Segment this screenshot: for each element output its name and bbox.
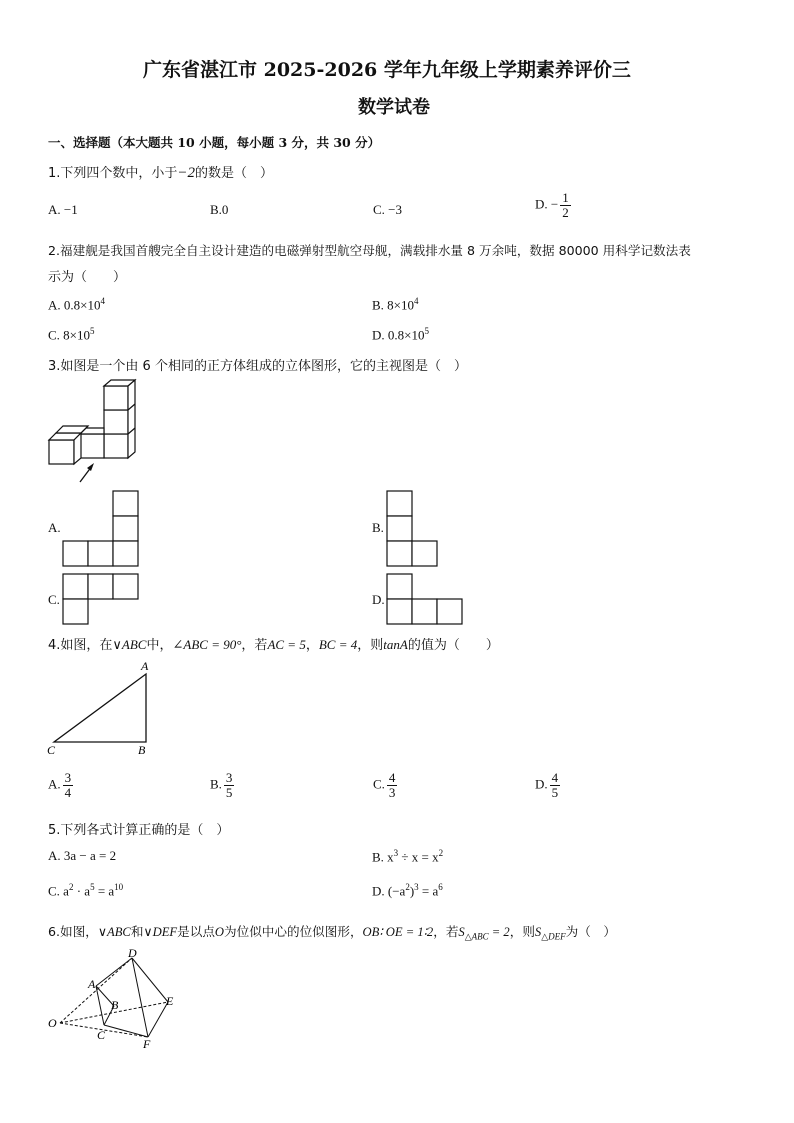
q4-option-c[interactable]: C. $\frac{4}{3}$ [373,770,396,800]
q2-option-b[interactable]: B. $8\times 10^4$ [372,296,419,313]
q4-option-d[interactable]: D. $\frac{4}{5}$ [535,770,559,800]
q5-option-a[interactable]: A. 3a − a = 2 [48,848,117,863]
q6-homothety-figure [44,948,194,1053]
question-4-stem: 4.如图，在∨ABC中，∠ABC = 90°，若AC = 5，BC = 4，则tanA的值为（ ） [48,637,499,653]
q1-option-c[interactable]: C. −3 [373,202,403,217]
question-6-stem: 6.如图，∨ABC和∨DEF是以点O为位似中心的位似图形，OB∶ OE = 1∶2，若$S_{\triangle ABC} = 2$，则$S_{\triangle DEF}$为（ ） [48,924,616,942]
q3-option-d-figure[interactable] [386,573,464,627]
page-subtitle: 数学试卷 [358,97,430,118]
q3-option-a-figure[interactable] [62,490,140,568]
q1-stem-b: 的数是（ ） [195,166,274,181]
q2-option-d[interactable]: D. $0.8\times 10^5$ [372,326,429,343]
question-1-stem [48,162,273,182]
q1-d-fraction: $\frac{1}{2}$ [562,190,569,220]
q3-option-a-label[interactable]: A. [48,520,61,535]
q3-option-c-label[interactable]: C. [48,592,60,607]
q4-label-c: C [47,743,56,757]
q1-option-a[interactable]: A. −1 [48,202,78,217]
q2-option-c[interactable]: C. $8\times 10^5$ [48,326,95,343]
q2-option-a[interactable]: A. $0.8\times 10^4$ [48,296,105,313]
q5-option-b[interactable]: B. $x^3 \div x = x^2$ [372,848,444,865]
q6-label-o: O [48,1016,57,1030]
q1-d-prefix: D. − [535,196,559,212]
q4-option-b[interactable]: B. $\frac{3}{5}$ [210,770,233,800]
q3-option-c-figure[interactable] [62,573,140,627]
q1-option-d[interactable] [535,191,571,220]
q6-label-b: B [111,998,119,1012]
question-2-stem-line2: 示为（ ） [48,270,127,285]
q1-stem-num: −2 [177,165,196,181]
q6-label-a: A [88,977,96,991]
q3-option-b-label[interactable]: B. [372,520,384,535]
question-2-stem-line1: 2.福建舰是我国首艘完全自主设计建造的电磁弹射型航空母舰，满载排水量 8 万余吨，数据 80000 用科学记数法表 [48,243,691,258]
q5-option-c[interactable]: C. $a^2 \cdot a^5 = a^{10}$ [48,882,124,899]
q1-option-b[interactable]: B.0 [210,202,229,217]
q6-label-f: F [143,1037,151,1051]
q3-option-d-label[interactable]: D. [372,592,385,607]
q3-option-b-figure[interactable] [386,490,440,568]
q1-stem-a: 1.下列四个数中，小于 [48,166,178,181]
q3-solid-figure [44,378,144,488]
q4-triangle-figure [44,658,164,758]
question-5-stem: 5.下列各式计算正确的是（ ） [48,823,230,838]
q6-label-e: E [166,994,174,1008]
q4-option-a[interactable]: A. $\frac{3}{4}$ [48,770,72,800]
q5-option-d[interactable]: D. $(-a^2)^3 = a^6$ [372,882,443,899]
q6-label-c: C [97,1028,106,1042]
question-3-stem: 3.如图是一个由 6 个相同的正方体组成的立体图形，它的主视图是（ ） [48,359,467,374]
section-heading: 一、选择题（本大题共 10 小题，每小题 3 分，共 30 分） [48,135,381,150]
q4-label-a: A [141,659,149,673]
q6-label-d: D [128,948,137,960]
q4-label-b: B [138,743,146,757]
page-title: 广东省湛江市 2025-2026 学年九年级上学期素养评价三 [143,59,631,81]
